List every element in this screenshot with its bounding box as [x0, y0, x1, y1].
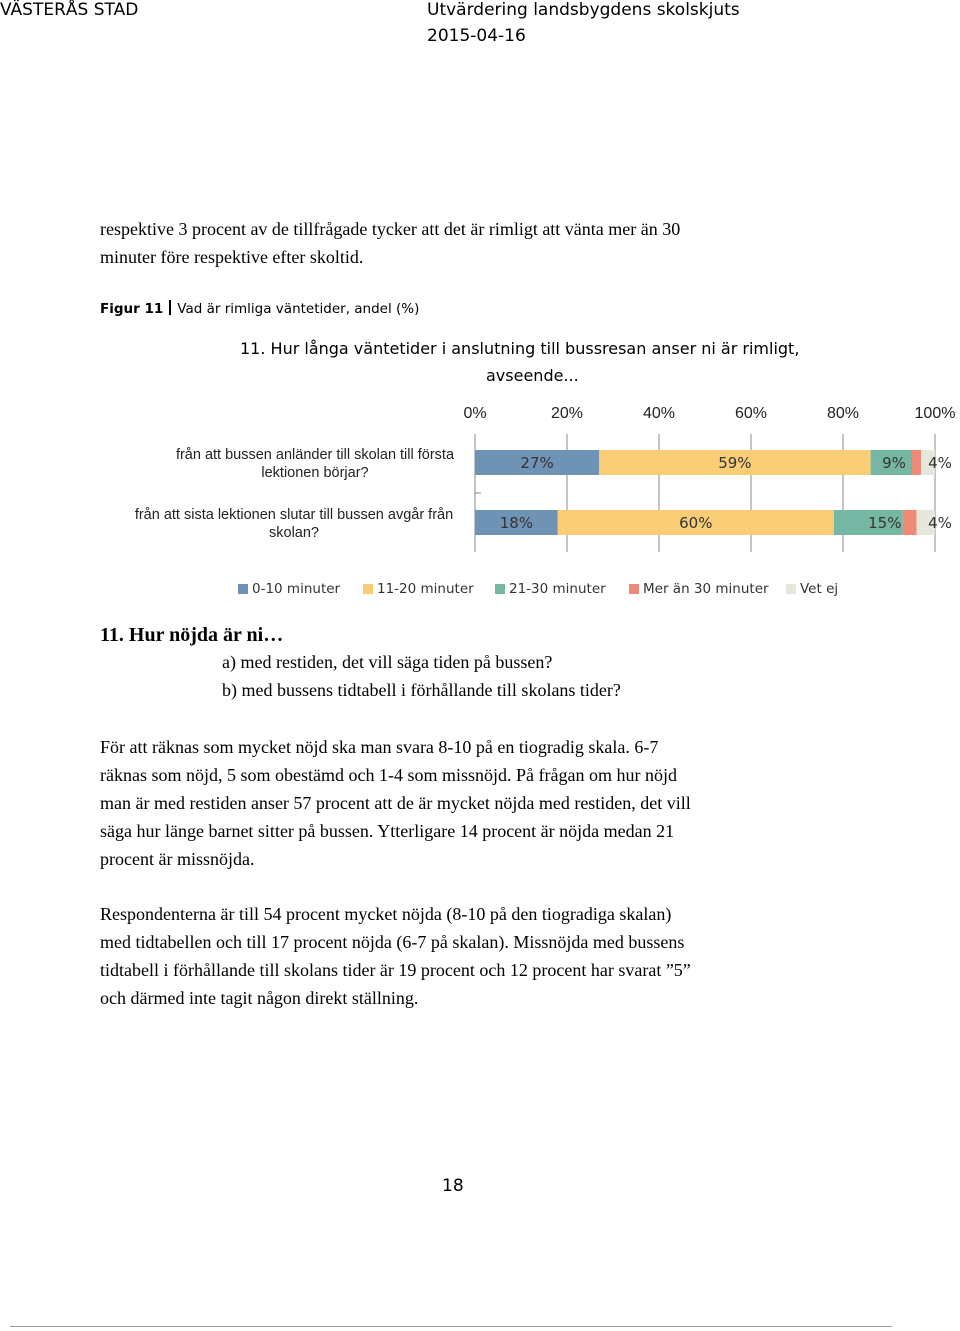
paragraph-line: tidtabell i förhållande till skolans tider är 19 procent och 12 procent har svarat ”5”: [100, 960, 691, 980]
x-tick-label: 100%: [914, 405, 956, 422]
category-labels: [135, 447, 455, 541]
legend-label: 0-10 minuter: [252, 581, 341, 597]
x-tick-labels: [463, 405, 955, 422]
paragraph-line: Respondenterna är till 54 procent mycket nöjda (8-10 på den tiogradiga skalan): [100, 904, 672, 924]
category-label: från att sista lektionen slutar till bussen avgår från: [134, 507, 454, 523]
paragraph-line: med tidtabellen och till 17 procent nöjda (6-7 på skalan). Missnöjda med bussens: [100, 932, 685, 952]
report-date: 2015-04-16: [427, 26, 526, 46]
bar-data-label: 18%: [499, 514, 534, 532]
x-tick-label: 60%: [734, 405, 768, 422]
caption-divider: [169, 300, 171, 315]
bar-data-label: 9%: [882, 454, 906, 472]
legend-swatch: [786, 584, 796, 594]
bar-data-label: 60%: [679, 514, 713, 532]
legend: [238, 581, 838, 597]
legend-label: 11-20 minuter: [377, 581, 474, 597]
category-label: lektionen börjar?: [261, 465, 369, 481]
question-sub-b: b) med bussens tidtabell i förhållande till skolans tider?: [222, 680, 621, 700]
legend-swatch: [629, 584, 639, 594]
paragraph-line: man är med restiden anser 57 procent att de är mycket nöjda med restiden, det vill: [100, 793, 691, 813]
question-heading: 11. Hur nöjda är ni…: [100, 624, 284, 646]
category-label: från att bussen anländer till skolan till första: [175, 447, 455, 463]
x-tick-label: 80%: [826, 405, 860, 422]
bar-data-label: 4%: [928, 454, 952, 472]
paragraph-line: säga hur länge barnet sitter på bussen. Ytterligare 14 procent är nöjda medan 21: [100, 821, 675, 841]
intro-paragraph: [100, 215, 680, 271]
bar-segment: [903, 510, 917, 535]
paragraph-line: räknas som nöjd, 5 som obestämd och 1-4 som missnöjd. På frågan om hur nöjd: [100, 765, 677, 785]
category-label: skolan?: [269, 525, 319, 541]
legend-swatch: [495, 584, 505, 594]
paragraph-line: och därmed inte tagit någon direkt ställning.: [100, 988, 419, 1008]
paragraph-line: För att räknas som mycket nöjd ska man svara 8-10 på en tiogradig skala. 6-7: [100, 737, 659, 757]
paragraph-satisfaction-timetable: [100, 900, 691, 1012]
legend-label: 21-30 minuter: [509, 581, 606, 597]
bar-data-label: 4%: [928, 514, 952, 532]
stacked-bar-chart: [0, 390, 960, 610]
intro-line: respektive 3 procent av de tillfrågade tycker att det är rimligt att vänta mer än 30: [100, 219, 681, 239]
bar-data-label: 27%: [520, 454, 554, 472]
legend-swatch: [238, 584, 248, 594]
x-tick-label: 20%: [550, 405, 584, 422]
legend-swatch: [363, 584, 373, 594]
bar-data-label: 15%: [868, 514, 902, 532]
x-tick-label: 0%: [463, 405, 487, 422]
legend-label: Mer än 30 minuter: [643, 581, 769, 597]
figure-caption-text: Vad är rimliga väntetider, andel (%): [177, 301, 420, 317]
paragraph-satisfaction-travel: [100, 733, 691, 873]
page-number: 18: [442, 1176, 464, 1196]
legend-label: Vet ej: [800, 581, 839, 597]
chart-title-line1: 11. Hur långa väntetider i anslutning till bussresan anser ni är rimligt,: [240, 339, 800, 358]
x-tick-label: 40%: [642, 405, 676, 422]
bar-segment: [912, 450, 921, 475]
question-sub-a: a) med restiden, det vill säga tiden på bussen?: [222, 652, 553, 672]
paragraph-line: procent är missnöjda.: [100, 849, 255, 869]
chart-title-line2: avseende...: [486, 366, 579, 385]
report-title: Utvärdering landsbygdens skolskjuts: [427, 0, 740, 20]
org-name: VÄSTERÅS STAD: [0, 0, 139, 20]
figure-caption: [100, 300, 419, 317]
bar-data-label: 59%: [718, 454, 752, 472]
footer-divider: [10, 1326, 892, 1327]
intro-line: minuter före respektive efter skoltid.: [100, 247, 364, 267]
figure-label: Figur 11: [100, 301, 164, 317]
